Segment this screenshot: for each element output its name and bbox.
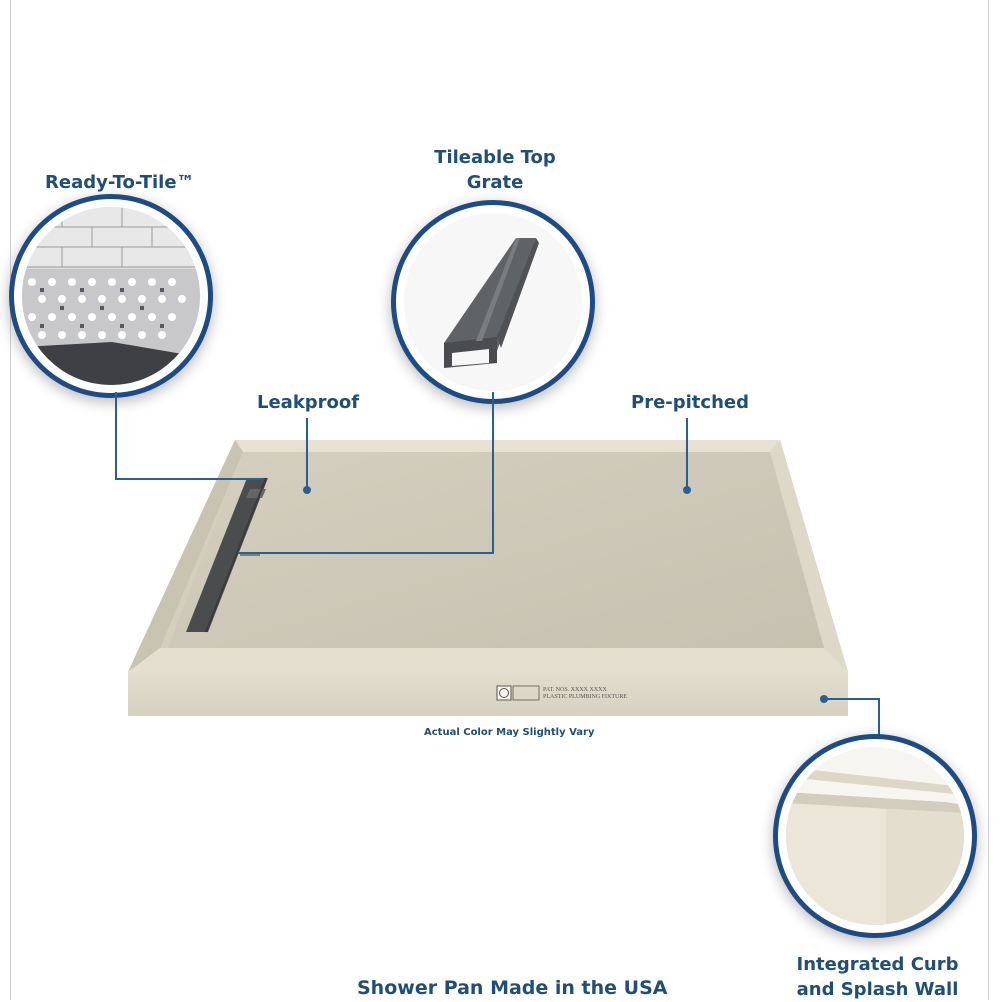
tileable-top-grate-line-1: Tileable Top bbox=[434, 147, 556, 168]
footer-made-in-usa: Shower Pan Made in the USA bbox=[357, 977, 668, 999]
integrated-curb-leader-horizontal bbox=[824, 698, 880, 700]
pre-pitched-dot bbox=[683, 486, 691, 494]
integrated-curb-line-2: and Splash Wall bbox=[796, 979, 959, 1000]
pre-pitched-leader bbox=[686, 418, 688, 488]
tileable-top-grate-circle bbox=[404, 213, 582, 391]
integrated-curb-circle bbox=[786, 747, 964, 925]
tileable-top-grate-leader-vertical bbox=[492, 392, 494, 554]
leakproof-leader bbox=[306, 418, 308, 488]
pre-pitched-label: Pre-pitched bbox=[631, 392, 749, 413]
ready-to-tile-leader-horizontal bbox=[115, 478, 263, 480]
tileable-top-grate-line-2: Grate bbox=[466, 172, 524, 193]
grate-image bbox=[404, 213, 582, 391]
tiled-shower-image bbox=[22, 207, 200, 385]
leakproof-label: Leakproof bbox=[257, 392, 360, 413]
ready-to-tile-leader-vertical bbox=[115, 392, 117, 480]
integrated-curb-leader-vertical bbox=[878, 698, 880, 740]
ready-to-tile-circle bbox=[22, 207, 200, 385]
leakproof-dot bbox=[303, 486, 311, 494]
tileable-top-grate-leader-horizontal bbox=[238, 552, 494, 554]
tileable-top-grate-label bbox=[410, 145, 580, 195]
stamp-text bbox=[543, 687, 627, 701]
integrated-curb-label bbox=[790, 952, 965, 1002]
ready-to-tile-label: Ready-To-Tile™ bbox=[45, 172, 195, 193]
curb-wall-image bbox=[786, 747, 964, 925]
stamp-line-1: PAT. NOS. XXXX XXXX bbox=[543, 687, 607, 693]
stamp-line-2: PLASTIC PLUMBING FIXTURE bbox=[543, 694, 628, 700]
color-disclaimer: Actual Color May Slightly Vary bbox=[424, 727, 595, 738]
integrated-curb-line-1: Integrated Curb bbox=[796, 954, 959, 975]
